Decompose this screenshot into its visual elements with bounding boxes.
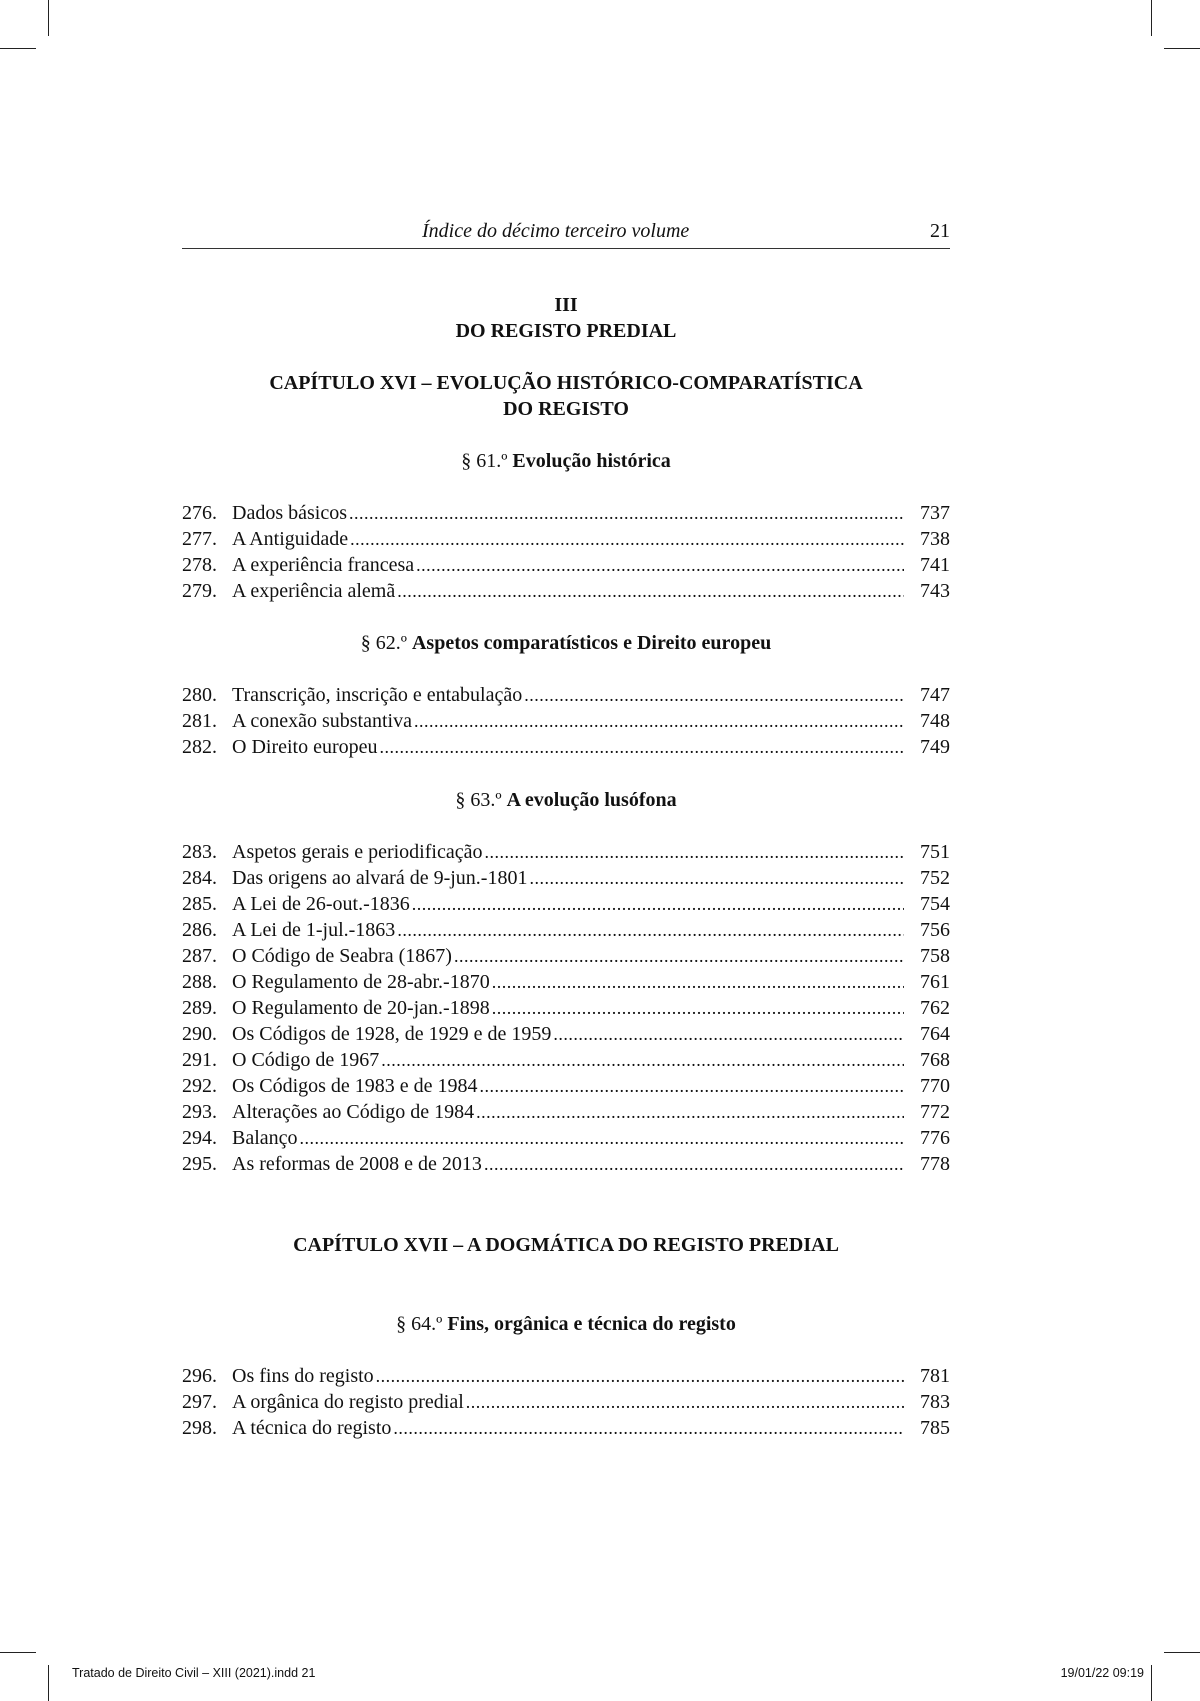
entry-page: 756	[920, 919, 950, 941]
toc-entry[interactable]	[182, 1151, 950, 1177]
leader-dots	[492, 969, 904, 995]
crop-mark	[48, 1665, 49, 1701]
entry-title: A Lei de 1-jul.-1863	[232, 919, 396, 941]
entry-number: 297.	[182, 1391, 217, 1413]
toc-entry[interactable]	[182, 1047, 950, 1073]
section-title: Evolução histórica	[512, 450, 671, 472]
entry-page: 743	[920, 580, 950, 602]
section-symbol: § 62.º	[360, 632, 407, 654]
entry-title: Os Códigos de 1928, de 1929 e de 1959	[232, 1023, 552, 1045]
entry-title: A técnica do registo	[232, 1417, 392, 1439]
entry-title: A Antiguidade	[232, 528, 349, 550]
entry-page: 748	[920, 710, 950, 732]
entry-title: Das origens ao alvará de 9-jun.-1801	[232, 867, 528, 889]
leader-dots	[524, 682, 904, 708]
entry-page: 772	[920, 1101, 950, 1123]
entry-number: 288.	[182, 971, 217, 993]
leader-dots	[381, 1047, 904, 1073]
entry-number: 298.	[182, 1417, 217, 1439]
part-number: III	[554, 294, 578, 316]
crop-mark	[1151, 1665, 1152, 1701]
entry-page: 764	[920, 1023, 950, 1045]
entry-title: A experiência alemã	[232, 580, 396, 602]
crop-mark	[1164, 1652, 1200, 1653]
entry-title: O Regulamento de 20-jan.-1898	[232, 997, 490, 1019]
entry-page: 741	[920, 554, 950, 576]
entry-page: 778	[920, 1153, 950, 1175]
entry-page: 737	[920, 502, 950, 524]
entry-title: Alterações ao Código de 1984	[232, 1101, 475, 1123]
toc-entry[interactable]	[182, 1415, 950, 1441]
toc-list	[182, 682, 950, 760]
entry-page: 751	[920, 841, 950, 863]
toc-entry[interactable]	[182, 578, 950, 604]
entry-number: 279.	[182, 580, 217, 602]
entry-page: 761	[920, 971, 950, 993]
entry-number: 295.	[182, 1153, 217, 1175]
leader-dots	[397, 917, 904, 943]
entry-title: O Código de 1967	[232, 1049, 380, 1071]
toc-entry[interactable]	[182, 526, 950, 552]
entry-title: Transcrição, inscrição e entabulação	[232, 684, 523, 706]
entry-number: 276.	[182, 502, 217, 524]
leader-dots	[350, 526, 904, 552]
entry-page: 754	[920, 893, 950, 915]
leader-dots	[397, 578, 904, 604]
entry-number: 291.	[182, 1049, 217, 1071]
entry-page: 752	[920, 867, 950, 889]
section-heading	[182, 448, 950, 474]
entry-page: 749	[920, 736, 950, 758]
section-symbol: § 61.º	[461, 450, 508, 472]
entry-page: 768	[920, 1049, 950, 1071]
leader-dots	[393, 1415, 904, 1441]
leader-dots	[484, 839, 904, 865]
toc-entry[interactable]	[182, 1389, 950, 1415]
toc-entry[interactable]	[182, 500, 950, 526]
toc-entry[interactable]	[182, 969, 950, 995]
toc-entry[interactable]	[182, 995, 950, 1021]
leader-dots	[484, 1151, 904, 1177]
toc-list	[182, 500, 950, 604]
entry-title: A experiência francesa	[232, 554, 415, 576]
entry-title: As reformas de 2008 e de 2013	[232, 1153, 482, 1175]
toc-entry[interactable]	[182, 839, 950, 865]
toc-entry[interactable]	[182, 682, 950, 708]
entry-page: 758	[920, 945, 950, 967]
entry-title: A Lei de 26-out.-1836	[232, 893, 410, 915]
section-symbol: § 63.º	[455, 789, 502, 811]
section-heading	[182, 1311, 950, 1337]
toc-entry[interactable]	[182, 891, 950, 917]
chapter-title: CAPÍTULO XVII – A DOGMÁTICA DO REGISTO PREDIAL	[293, 1234, 839, 1256]
entry-number: 283.	[182, 841, 217, 863]
toc-list	[182, 1363, 950, 1441]
leader-dots	[480, 1073, 904, 1099]
entry-title: Os fins do registo	[232, 1365, 374, 1387]
entry-page: 785	[920, 1417, 950, 1439]
entry-number: 282.	[182, 736, 217, 758]
leader-dots	[476, 1099, 904, 1125]
crop-mark	[0, 1652, 36, 1653]
entry-number: 292.	[182, 1075, 217, 1097]
entry-number: 281.	[182, 710, 217, 732]
toc-entry[interactable]	[182, 917, 950, 943]
leader-dots	[300, 1125, 904, 1151]
entry-number: 277.	[182, 528, 217, 550]
leader-dots	[414, 708, 904, 734]
toc-entry[interactable]	[182, 552, 950, 578]
entry-page: 747	[920, 684, 950, 706]
entry-title: O Direito europeu	[232, 736, 378, 758]
section-title: Fins, orgânica e técnica do registo	[447, 1313, 736, 1335]
print-slug-date: 19/01/22 09:19	[1060, 1666, 1144, 1680]
section-title: Aspetos comparatísticos e Direito europeu	[411, 632, 772, 654]
entry-title: Aspetos gerais e periodificação	[232, 841, 483, 863]
leader-dots	[349, 500, 904, 526]
part-title: DO REGISTO PREDIAL	[455, 320, 677, 342]
entry-page: 776	[920, 1127, 950, 1149]
toc-entry[interactable]	[182, 1363, 950, 1389]
entry-title: Os Códigos de 1983 e de 1984	[232, 1075, 478, 1097]
section-symbol: § 64.º	[396, 1313, 443, 1335]
entry-page: 762	[920, 997, 950, 1019]
toc-entry[interactable]	[182, 1021, 950, 1047]
entry-title: A conexão substantiva	[232, 710, 412, 732]
entry-number: 290.	[182, 1023, 217, 1045]
entry-number: 280.	[182, 684, 217, 706]
toc-entry[interactable]	[182, 734, 950, 760]
crop-mark	[0, 48, 36, 49]
entry-number: 296.	[182, 1365, 217, 1387]
leader-dots	[529, 865, 904, 891]
print-slug-file: Tratado de Direito Civil – XIII (2021).indd 21	[72, 1666, 316, 1680]
chapter-title-line1: CAPÍTULO XVI – EVOLUÇÃO HISTÓRICO-COMPARATÍSTICA	[269, 372, 863, 394]
entry-title: Dados básicos	[232, 502, 347, 524]
entry-number: 287.	[182, 945, 217, 967]
entry-page: 781	[920, 1365, 950, 1387]
entry-number: 294.	[182, 1127, 217, 1149]
toc-entry[interactable]	[182, 1073, 950, 1099]
crop-mark	[48, 0, 49, 36]
toc-entry[interactable]	[182, 943, 950, 969]
toc-entry[interactable]	[182, 1125, 950, 1151]
entry-number: 278.	[182, 554, 217, 576]
page-number: 21	[930, 220, 950, 242]
entry-page: 738	[920, 528, 950, 550]
leader-dots	[412, 891, 904, 917]
leader-dots	[380, 734, 904, 760]
entry-title: Balanço	[232, 1127, 298, 1149]
crop-mark	[1151, 0, 1152, 36]
toc-list	[182, 839, 950, 1177]
entry-number: 284.	[182, 867, 217, 889]
entry-number: 293.	[182, 1101, 217, 1123]
leader-dots	[416, 552, 904, 578]
toc-entry[interactable]	[182, 1099, 950, 1125]
leader-dots	[492, 995, 904, 1021]
running-head-title: Índice do décimo terceiro volume	[422, 220, 690, 242]
entry-number: 286.	[182, 919, 217, 941]
running-head	[182, 218, 950, 249]
toc-entry[interactable]	[182, 708, 950, 734]
toc-entry[interactable]	[182, 865, 950, 891]
leader-dots	[466, 1389, 904, 1415]
leader-dots	[376, 1363, 904, 1389]
crop-mark	[1164, 48, 1200, 49]
entry-page: 770	[920, 1075, 950, 1097]
section-heading	[182, 787, 950, 813]
entry-title: O Regulamento de 28-abr.-1870	[232, 971, 490, 993]
chapter-title-line2: DO REGISTO	[503, 398, 629, 420]
entry-title: A orgânica do registo predial	[232, 1391, 464, 1413]
leader-dots	[553, 1021, 904, 1047]
entry-page: 783	[920, 1391, 950, 1413]
entry-title: O Código de Seabra (1867)	[232, 945, 452, 967]
section-heading	[182, 630, 950, 656]
section-title: A evolução lusófona	[506, 789, 677, 811]
leader-dots	[454, 943, 904, 969]
entry-number: 289.	[182, 997, 217, 1019]
entry-number: 285.	[182, 893, 217, 915]
